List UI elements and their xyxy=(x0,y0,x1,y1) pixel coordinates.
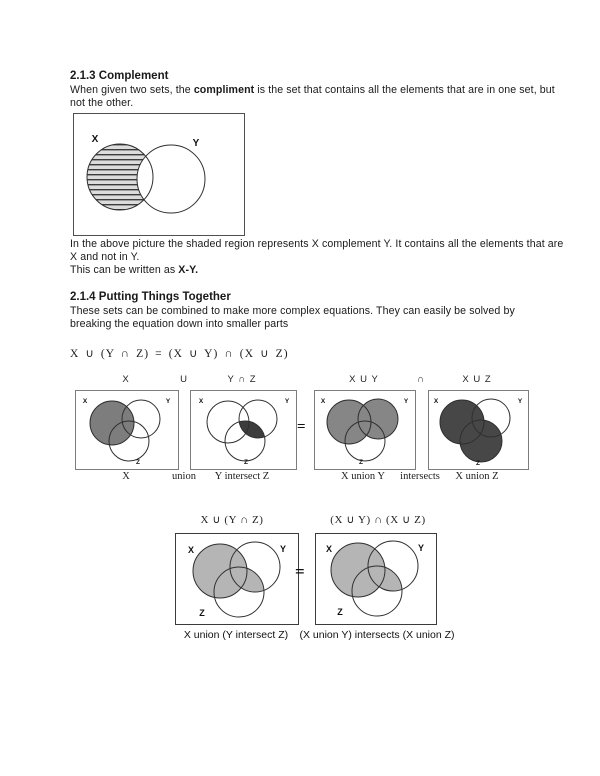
venn-box-distributed-result xyxy=(315,533,437,625)
diagram-top-label: X U Y xyxy=(349,374,379,385)
set-label-y: Y xyxy=(192,138,200,149)
venn-svg xyxy=(74,114,244,235)
text-run: This can be written as xyxy=(70,264,179,276)
diagram-caption: X union Z xyxy=(455,471,499,482)
diagram-caption: X xyxy=(122,471,130,482)
venn-box-x-union-y-intersect-z xyxy=(175,533,299,625)
venn-svg xyxy=(429,391,528,469)
paragraph-line: breaking the equation down into smaller parts xyxy=(70,318,289,330)
venn-box-y-intersect-z xyxy=(190,390,297,470)
set-label-z: Z xyxy=(199,608,205,618)
set-label-x: X xyxy=(433,398,439,405)
text-run-bold: X-Y. xyxy=(178,264,199,276)
paragraph-line: not the other. xyxy=(70,97,134,109)
paragraph-line: X and not in Y. xyxy=(70,251,140,263)
venn-figure-complement xyxy=(73,113,245,236)
diagram-caption: union xyxy=(172,471,196,482)
set-label-z: Z xyxy=(136,459,140,466)
set-label-x: X xyxy=(91,134,99,145)
text-run: When given two sets, the xyxy=(70,84,194,96)
equals-sign: = xyxy=(295,562,305,581)
diagram-top-label: X xyxy=(122,374,130,385)
set-label-x: X xyxy=(320,398,326,405)
section-heading-complement: 2.1.3 Complement xyxy=(70,70,169,82)
set-label-z: Z xyxy=(359,459,363,466)
diagram-caption: intersects xyxy=(400,471,440,482)
diagram-top-label: Y ∩ Z xyxy=(227,374,257,385)
set-label-x: X xyxy=(187,545,195,555)
venn-svg xyxy=(76,391,178,469)
set-label-z: Z xyxy=(476,460,480,467)
diagram-title: (X ∪ Y) ∩ (X ∪ Z) xyxy=(330,514,426,526)
equals-sign: = xyxy=(297,419,306,435)
set-label-x: X xyxy=(325,544,333,554)
set-label-x: X xyxy=(82,398,88,405)
diagram-top-label: U xyxy=(180,374,188,385)
set-equation: X ∪ (Y ∩ Z) = (X ∪ Y) ∩ (X ∪ Z) xyxy=(70,348,289,360)
diagram-caption: Y intersect Z xyxy=(214,471,270,482)
set-label-z: Z xyxy=(337,607,343,617)
diagram-top-label: X U Z xyxy=(462,374,492,385)
venn-svg xyxy=(191,391,296,469)
venn-svg xyxy=(316,534,436,624)
set-label-z: Z xyxy=(244,459,248,466)
set-label-y: Y xyxy=(279,544,287,554)
set-label-y: Y xyxy=(284,398,290,405)
venn-box-x-union-z xyxy=(428,390,529,470)
set-label-y: Y xyxy=(403,398,409,405)
set-label-x: X xyxy=(198,398,204,405)
paragraph-line xyxy=(70,264,198,276)
diagram-caption: (X union Y) intersects (X union Z) xyxy=(299,629,455,641)
text-run: is the set that contains all the elements that are in one set, but xyxy=(254,84,555,96)
paragraph-line: These sets can be combined to make more complex equations. They can easily be solved by xyxy=(70,305,515,317)
diagram-title: X ∪ (Y ∩ Z) xyxy=(200,514,264,526)
diagram-caption: X union (Y intersect Z) xyxy=(183,629,289,641)
set-label-y: Y xyxy=(517,398,523,405)
venn-svg xyxy=(176,534,298,624)
set-label-y: Y xyxy=(417,543,425,553)
diagram-top-label: ∩ xyxy=(417,374,425,385)
paragraph-line xyxy=(70,84,555,96)
venn-svg xyxy=(315,391,415,469)
paragraph-line: In the above picture the shaded region represents X complement Y. It contains all the elements that are xyxy=(70,238,564,250)
set-label-y: Y xyxy=(165,398,171,405)
text-run-bold: compliment xyxy=(193,84,255,96)
diagram-caption: X union Y xyxy=(341,471,385,482)
venn-box-x-union-y xyxy=(314,390,416,470)
venn-box-x xyxy=(75,390,179,470)
section-heading-together: 2.1.4 Putting Things Together xyxy=(70,291,231,303)
